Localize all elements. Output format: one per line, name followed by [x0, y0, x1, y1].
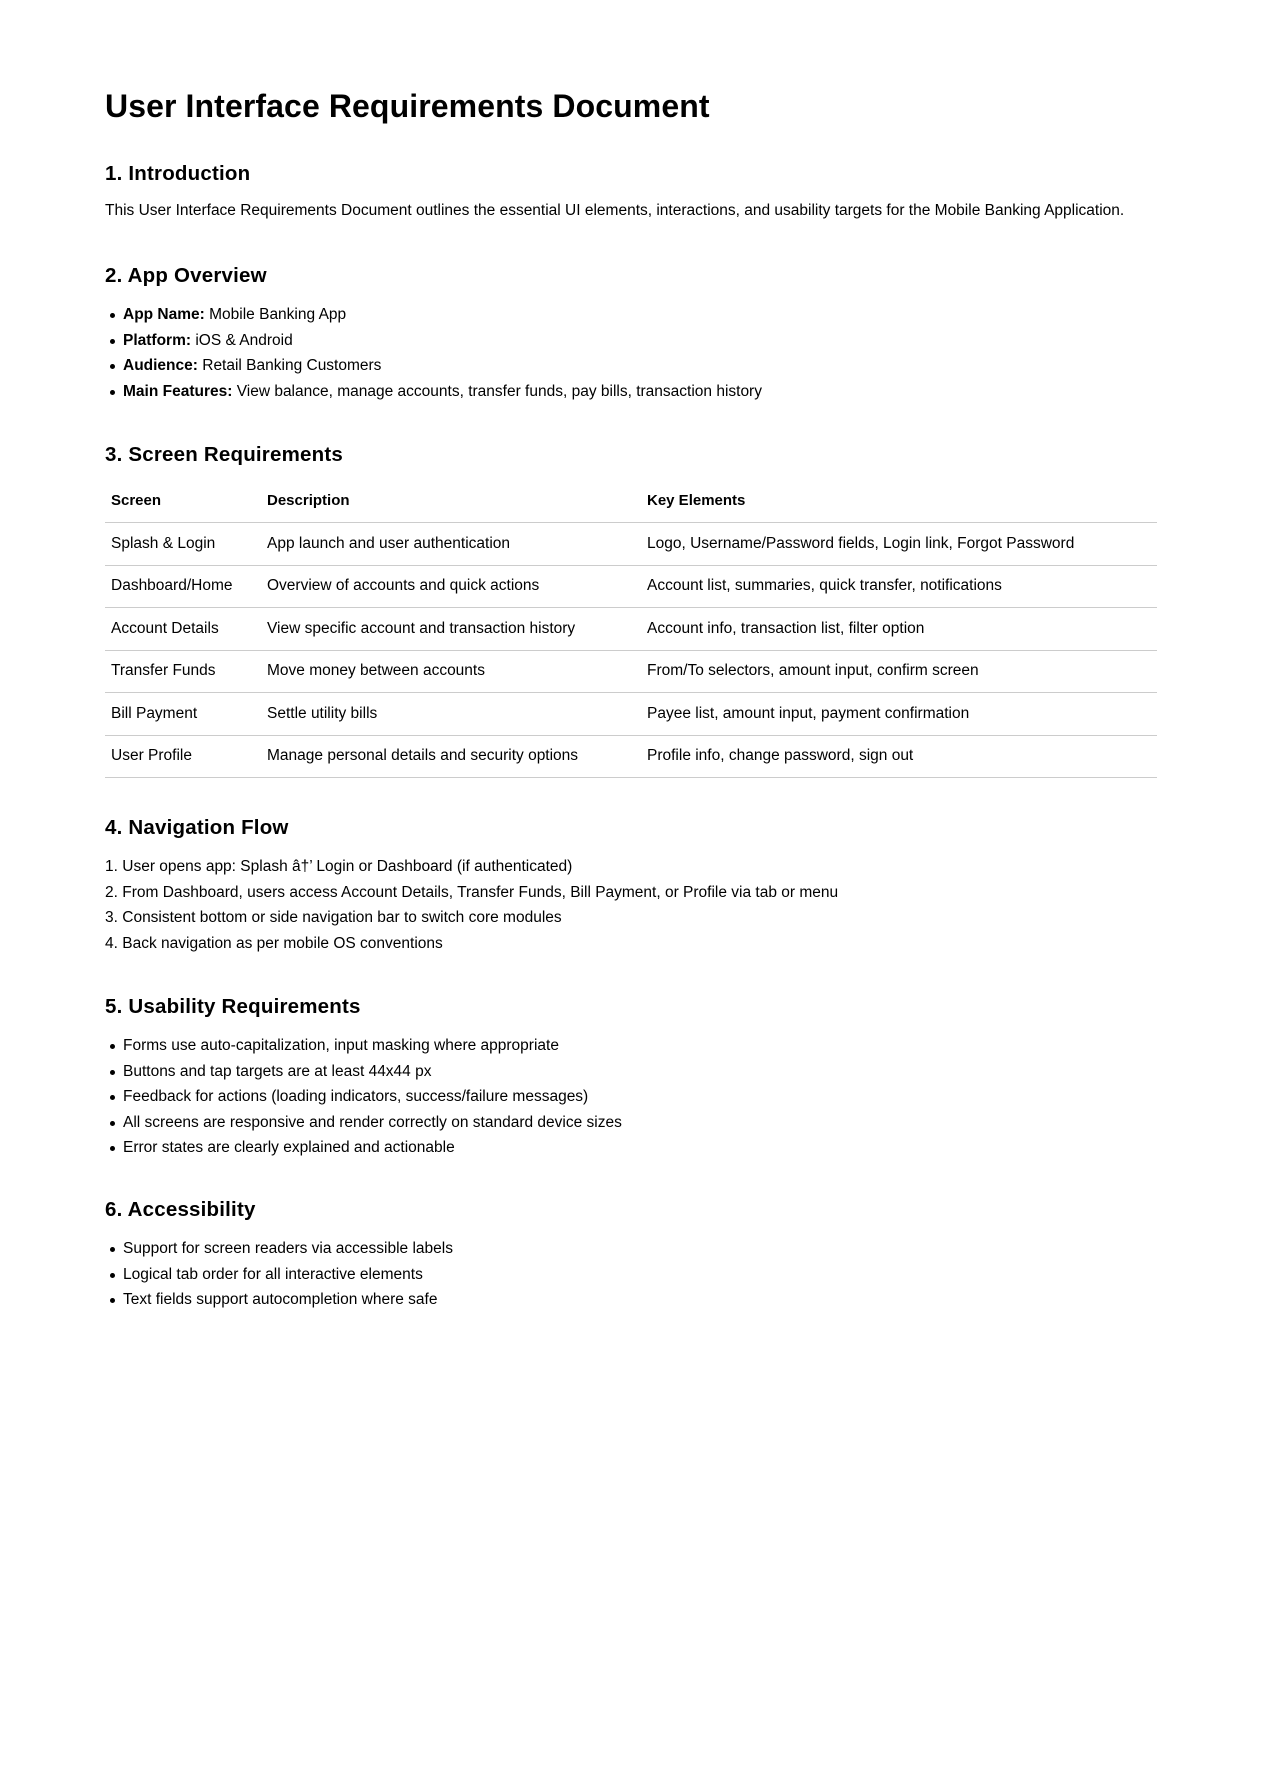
section-screen-requirements [105, 443, 1157, 778]
cell-key-elements: Payee list, amount input, payment confirmation [641, 693, 1157, 736]
list-item [123, 353, 1157, 379]
list-item: Support for screen readers via accessible labels [123, 1236, 1157, 1262]
cell-key-elements: From/To selectors, amount input, confirm screen [641, 650, 1157, 693]
column-header-key-elements: Key Elements [641, 479, 1157, 523]
document-title: User Interface Requirements Document [105, 88, 710, 124]
list-item: Buttons and tap targets are at least 44x44 px [123, 1059, 1157, 1085]
section-app-overview [105, 264, 1157, 404]
column-header-screen: Screen [105, 479, 261, 523]
table-row [105, 650, 1157, 693]
item-label: Audience: [123, 357, 198, 375]
cell-key-elements: Profile info, change password, sign out [641, 735, 1157, 778]
item-value: iOS & Android [191, 331, 293, 349]
table-header-row [105, 479, 1157, 523]
item-value: View balance, manage accounts, transfer funds, pay bills, transaction history [232, 382, 762, 400]
cell-screen: Account Details [105, 608, 261, 651]
item-label: App Name: [123, 306, 205, 323]
section-heading: 1. Introduction [105, 162, 251, 185]
cell-description: View specific account and transaction history [261, 608, 641, 651]
cell-key-elements: Account info, transaction list, filter option [641, 608, 1157, 651]
cell-screen: Splash & Login [105, 523, 261, 566]
cell-screen: Bill Payment [105, 693, 261, 736]
accessibility-list [105, 1236, 1157, 1313]
item-label: Main Features: [123, 382, 233, 400]
screen-requirements-table [105, 479, 1157, 778]
section-navigation-flow [105, 816, 1157, 956]
item-value: Mobile Banking App [204, 306, 347, 323]
table-row [105, 735, 1157, 778]
list-item: Forms use auto-capitalization, input masking where appropriate [123, 1033, 1157, 1059]
table-row [105, 565, 1157, 608]
item-label: Platform: [123, 331, 192, 349]
cell-screen: User Profile [105, 735, 261, 778]
document-page [105, 0, 1157, 1309]
column-header-description: Description [261, 479, 641, 523]
introduction-text: This User Interface Requirements Document outlines the essential UI elements, interactions, and usability targets for the Mobile Banking Application. [105, 202, 1125, 219]
section-heading: 6. Accessibility [105, 1198, 256, 1221]
cell-screen: Dashboard/Home [105, 565, 261, 608]
section-heading: 4. Navigation Flow [105, 816, 289, 839]
table-row [105, 693, 1157, 736]
list-item: User opens app: Splash â†’ Login or Dashboard (if authenticated) [122, 858, 573, 875]
section-heading: 2. App Overview [105, 264, 267, 287]
table-row [105, 523, 1157, 566]
list-item: Consistent bottom or side navigation bar to switch core modules [122, 909, 562, 927]
section-heading: 5. Usability Requirements [105, 995, 361, 1018]
list-item [123, 328, 1157, 354]
usability-list [105, 1033, 1157, 1161]
cell-description: Move money between accounts [261, 650, 641, 693]
section-usability-requirements [105, 995, 1157, 1161]
section-accessibility [105, 1198, 1157, 1313]
list-item [123, 379, 1157, 405]
cell-screen: Transfer Funds [105, 650, 261, 693]
list-item: From Dashboard, users access Account Details, Transfer Funds, Bill Payment, or Profile via tab or menu [122, 883, 839, 901]
list-item: All screens are responsive and render correctly on standard device sizes [123, 1110, 1157, 1136]
cell-description: Manage personal details and security options [261, 735, 641, 778]
list-item: Logical tab order for all interactive elements [123, 1262, 1157, 1288]
list-item: Error states are clearly explained and actionable [123, 1135, 1157, 1161]
cell-key-elements: Account list, summaries, quick transfer, notifications [641, 565, 1157, 608]
navigation-flow-list [105, 854, 1157, 956]
cell-description: App launch and user authentication [261, 523, 641, 566]
cell-key-elements: Logo, Username/Password fields, Login link, Forgot Password [641, 523, 1157, 566]
section-heading: 3. Screen Requirements [105, 443, 343, 466]
table-row [105, 608, 1157, 651]
list-item: Text fields support autocompletion where safe [123, 1287, 1157, 1313]
section-introduction [105, 162, 1157, 222]
item-value: Retail Banking Customers [197, 357, 382, 375]
list-item [123, 302, 1157, 328]
list-item: Back navigation as per mobile OS conventions [122, 934, 443, 952]
app-overview-list [105, 302, 1157, 404]
cell-description: Settle utility bills [261, 693, 641, 736]
cell-description: Overview of accounts and quick actions [261, 565, 641, 608]
list-item: Feedback for actions (loading indicators, success/failure messages) [123, 1084, 1157, 1110]
